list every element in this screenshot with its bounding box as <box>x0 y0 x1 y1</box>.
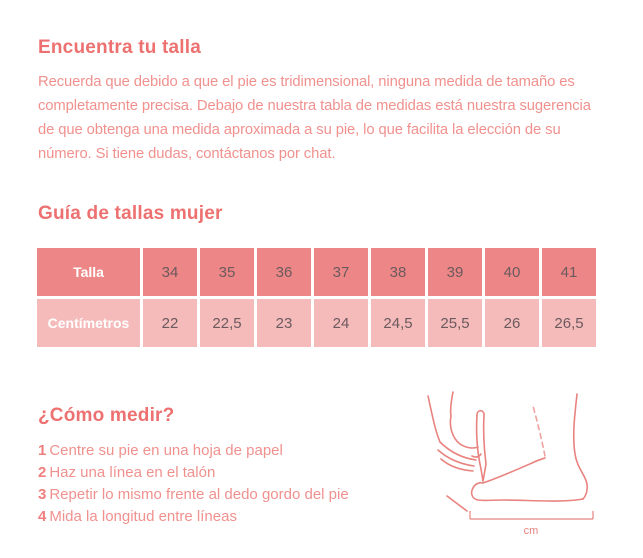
centimeters-cell: 22 <box>143 299 197 347</box>
size-cell: 36 <box>257 248 311 296</box>
centimeters-cell: 26 <box>485 299 539 347</box>
size-table-sizes-row <box>37 248 596 296</box>
step-text: Mida la longitud entre líneas <box>49 508 237 525</box>
size-cell: 38 <box>371 248 425 296</box>
size-guide-title: Guía de tallas mujer <box>38 203 223 224</box>
size-cell: 40 <box>485 248 539 296</box>
measure-steps-list <box>38 440 408 528</box>
size-table-centimeters-row <box>37 299 596 347</box>
step-number: 4 <box>38 508 47 525</box>
step-number: 1 <box>38 442 47 459</box>
cm-label: cm <box>523 525 539 537</box>
step-number: 2 <box>38 464 47 481</box>
centimeters-cell: 24,5 <box>371 299 425 347</box>
cm-measure-line <box>470 511 593 519</box>
centimeters-row-label: Centímetros <box>37 299 140 347</box>
step-number: 3 <box>38 486 47 503</box>
size-row-label: Talla <box>37 248 140 296</box>
step-text: Centre su pie en una hoja de papel <box>49 442 283 459</box>
size-cell: 39 <box>428 248 482 296</box>
size-cell: 34 <box>143 248 197 296</box>
measure-step <box>38 440 408 462</box>
measure-step <box>38 462 408 484</box>
centimeters-cell: 25,5 <box>428 299 482 347</box>
how-to-measure-title: ¿Cómo medir? <box>38 405 175 426</box>
measure-step <box>38 506 408 528</box>
measure-step <box>38 484 408 506</box>
centimeters-cell: 24 <box>314 299 368 347</box>
size-cell: 41 <box>542 248 596 296</box>
size-cell: 35 <box>200 248 254 296</box>
centimeters-cell: 22,5 <box>200 299 254 347</box>
size-cell: 37 <box>314 248 368 296</box>
foot-measurement-illustration <box>420 386 600 548</box>
centimeters-cell: 23 <box>257 299 311 347</box>
step-text: Haz una línea en el talón <box>49 464 216 481</box>
intro-description: Recuerda que debido a que el pie es tridimensional, ninguna medida de tamaño es completamente precisa. Debajo de nuestra tabla de medidas está nuestra sugerencia de que obtenga una medida aproximada a su pie, lo que facilita la elección de su número. Si tiene dudas, contáctanos por chat. <box>38 74 591 162</box>
size-table <box>37 248 596 347</box>
foot-pen-drawing-icon <box>420 386 600 548</box>
page-title: Encuentra tu talla <box>38 37 202 58</box>
centimeters-cell: 26,5 <box>542 299 596 347</box>
step-text: Repetir lo mismo frente al dedo gordo del pie <box>49 486 349 503</box>
